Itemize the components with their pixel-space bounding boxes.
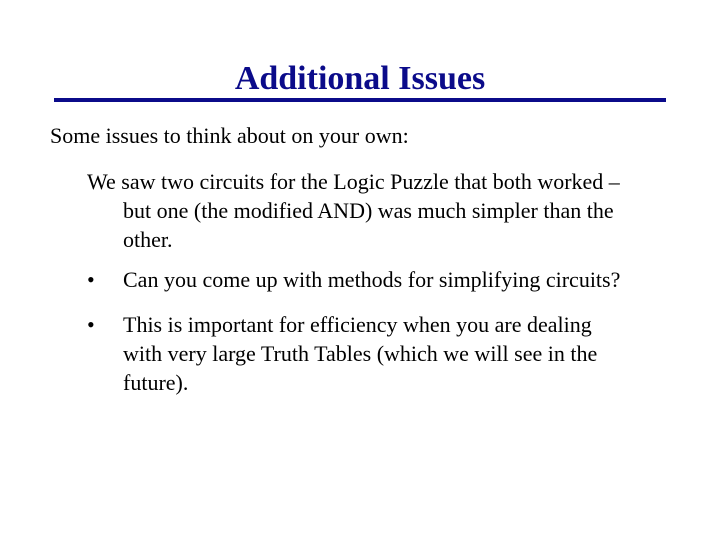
paragraph-line: but one (the modified AND) was much simpler than the [123,198,614,223]
bullet-line: Can you come up with methods for simplifying circuits? [123,267,621,292]
slide-title: Additional Issues [234,59,486,97]
paragraph-line: We saw two circuits for the Logic Puzzle that both worked – [87,169,620,194]
intro-text: Some issues to think about on your own: [50,123,409,148]
bullet-marker: • [87,312,95,337]
paragraph-line: other. [123,227,173,252]
title-divider [54,98,666,102]
bullet-line: This is important for efficiency when you are dealing [123,312,592,337]
bullet-efficiency [87,310,677,397]
bullet-simplifying-circuits [87,265,677,294]
circuit-paragraph [87,167,677,254]
bullet-line: future). [123,370,189,395]
bullet-marker: • [87,267,95,292]
bullet-line: with very large Truth Tables (which we will see in the [123,341,598,366]
issue-bullet-list [87,265,677,413]
